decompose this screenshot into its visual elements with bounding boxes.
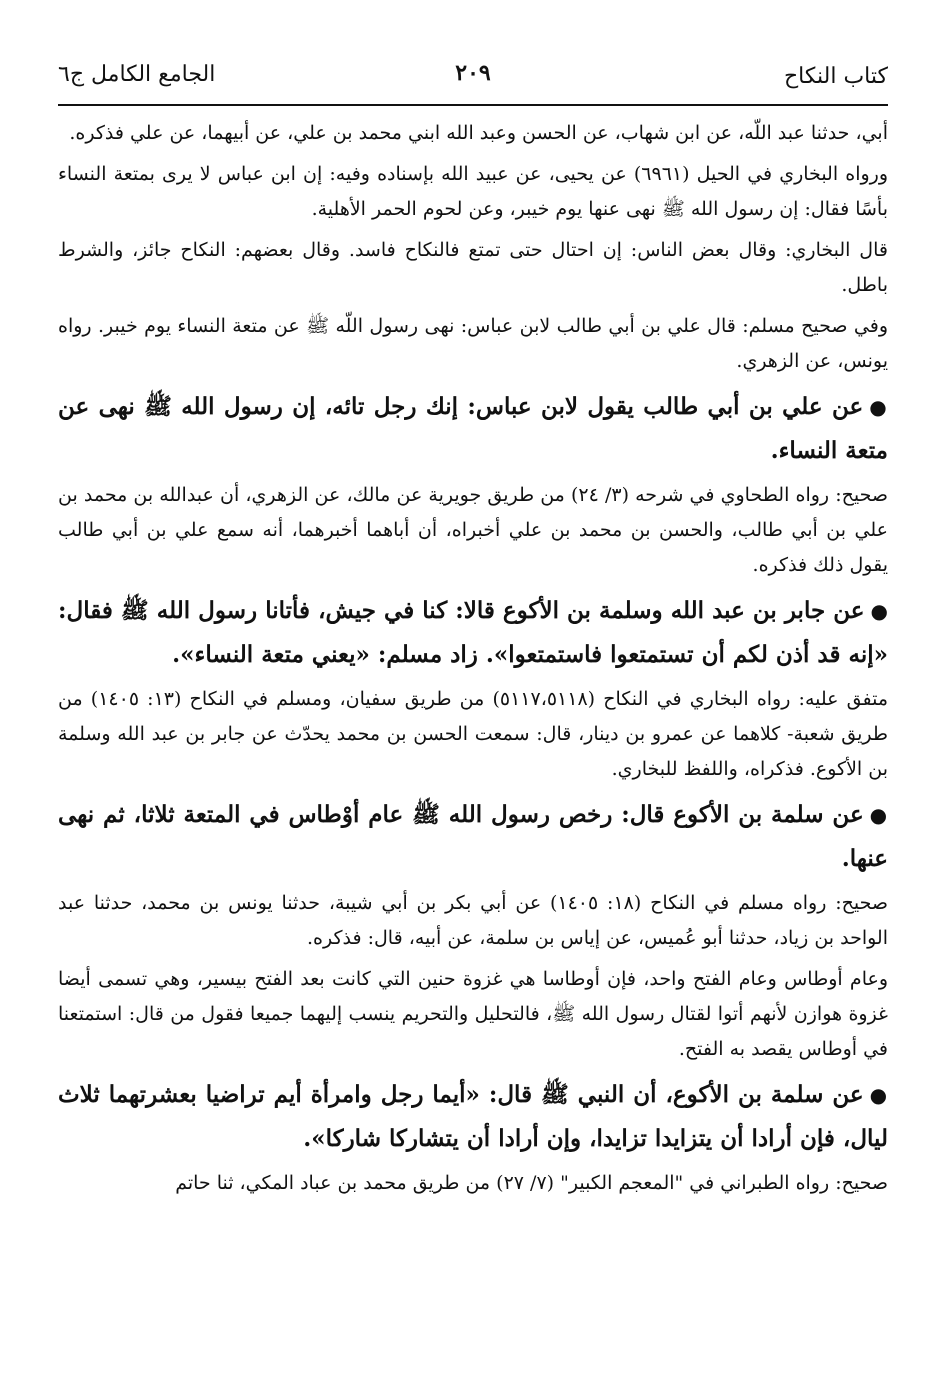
paragraph: قال البخاري: وقال بعض الناس: إن احتال حتى تمتع فالنكاح فاسد. وقال بعضهم: النكاح جائز، والشرط باطل. <box>58 239 888 296</box>
hadith-paragraph: ●عن علي بن أبي طالب يقول لابن عباس: إنك رجل تائه، إن رسول الله ﷺ نهى عن متعة النساء. <box>58 393 889 464</box>
paragraph: صحيح: رواه مسلم في النكاح (١٨: ١٤٠٥) عن أبي بكر بن أبي شيبة، حدثنا يونس بن محمد، حدثنا عبد الواحد بن زياد، حدثنا أبو عُميس، عن إياس بن سلمة، عن أبيه، قال: فذكره. <box>58 892 888 949</box>
hadith-paragraph: ●عن جابر بن عبد الله وسلمة بن الأكوع قالا: كنا في جيش، فأتانا رسول الله ﷺ فقال: «إنه قد أذن لكم أن تستمتعوا فاستمتعوا». زاد مسلم: «يعني متعة النساء». <box>58 597 888 668</box>
page-number: ٢٠٩ <box>455 60 491 86</box>
bullet-icon: ● <box>869 1083 889 1107</box>
paragraph: صحيح: رواه الطحاوي في شرحه (٣/ ٢٤) من طريق جويرية عن مالك، عن الزهري، أن عبدالله بن محمد بن علي بن أبي طالب، والحسن بن محمد بن علي أخبراه، أن أباهما أخبرهما، أنه سمع علي بن أبي طالب يقول ذلك فذكره. <box>58 484 888 576</box>
paragraph: وفي صحيح مسلم: قال علي بن أبي طالب لابن عباس: نهى رسول اللّه ﷺ عن متعة النساء يوم خيبر. رواه يونس، عن الزهري. <box>58 315 888 372</box>
hadith-paragraph: ●عن سلمة بن الأكوع قال: رخص رسول الله ﷺ عام أوْطاس في المتعة ثلاثا، ثم نهى عنها. <box>58 801 888 872</box>
page-body <box>58 116 888 1201</box>
paragraph: أبي، حدثنا عبد اللّه، عن ابن شهاب، عن الحسن وعبد الله ابني محمد بن علي، عن أبيهما، عن علي فذكره. <box>69 122 888 144</box>
paragraph: ورواه البخاري في الحيل (٦٩٦١) عن يحيى، عن عبيد الله بإسناده وفيه: إن ابن عباس لا يرى بمتعة النساء بأسًا فقال: إن رسول الله ﷺ نهى عنها يوم خيبر، وعن لحوم الحمر الأهلية. <box>58 163 888 220</box>
volume-title: الجامع الكامل ج٦ <box>58 62 216 87</box>
bullet-icon: ● <box>869 803 888 827</box>
bullet-icon: ● <box>869 395 889 419</box>
paragraph: وعام أوطاس وعام الفتح واحد، فإن أوطاسا هي غزوة حنين التي كانت بعد الفتح بيسير، وهي تسمى أيضا غزوة هوازن لأنهم أتوا لقتال رسول الله ﷺ، فالتحليل والتحريم ينسب إليهما جميعا فقول من قال: استمتعنا في أوطاس يقصد به الفتح. <box>58 968 888 1060</box>
page-header <box>58 58 888 106</box>
paragraph: صحيح: رواه الطبراني في "المعجم الكبير" (٧/ ٢٧) من طريق محمد بن عباد المكي، ثنا حاتم <box>175 1172 888 1194</box>
book-title: كتاب النكاح <box>783 64 888 89</box>
hadith-paragraph: ●عن سلمة بن الأكوع، أن النبي ﷺ قال: «أيما رجل وامرأة أيم تراضيا بعشرتهما ثلاث ليال، فإن أرادا أن يتزايدا تزايدا، وإن أرادا أن يتشاركا شاركا». <box>58 1081 889 1152</box>
paragraph: متفق عليه: رواه البخاري في النكاح (٥١١٧،٥١١٨) من طريق سفيان، ومسلم في النكاح (١٣: ١٤٠٥) من طريق شعبة- كلاهما عن عمرو بن دينار، قال: سمعت الحسن بن محمد يحدّث عن جابر بن عبد الله وسلمة بن الأكوع. فذكراه، واللفظ للبخاري. <box>58 688 889 780</box>
bullet-icon: ● <box>870 599 888 623</box>
